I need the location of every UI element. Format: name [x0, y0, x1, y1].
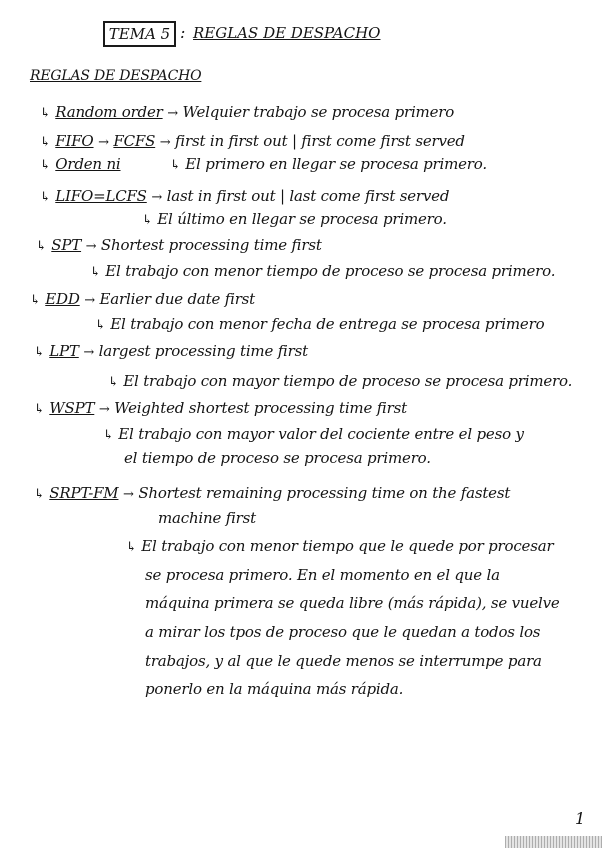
- rule-abbr: LIFO=LCFS: [55, 187, 147, 205]
- rule-definition: largest processing time first: [98, 342, 308, 360]
- rule-abbr: Orden ni: [55, 155, 121, 173]
- right-arrow-icon: →: [167, 106, 178, 121]
- arrow-icon: ↳: [30, 293, 41, 308]
- rule-lpt-desc: [108, 372, 572, 392]
- rule-abbr: Random order: [55, 103, 163, 121]
- rule-description: El último en llegar se procesa primero.: [157, 210, 447, 228]
- rule-orden-desc: [170, 155, 487, 175]
- rule-srpt-fm-def-cont: machine first: [158, 509, 256, 527]
- section-heading: REGLAS DE DESPACHO: [30, 68, 202, 84]
- rule-srpt-fm-desc-line: ponerlo en la máquina más rápida.: [145, 680, 404, 698]
- rule-srpt-fm-desc-line: trabajos, y al que le quede menos se interrumpe para: [145, 652, 542, 670]
- rule-definition: first in first out | first come first served: [175, 132, 465, 150]
- rule-srpt-fm-desc: [126, 537, 553, 557]
- arrow-icon: ↳: [34, 402, 45, 417]
- arrow-icon: ↳: [36, 239, 47, 254]
- scan-edge-artifact: [505, 836, 602, 848]
- rule-abbr: SRPT-FM: [49, 484, 119, 502]
- rule-spt: [36, 236, 322, 256]
- arrow-icon: ↳: [95, 318, 106, 333]
- rule-definition: Earlier due date first: [99, 290, 255, 308]
- title-separator: :: [180, 23, 186, 42]
- arrow-icon: ↳: [170, 158, 181, 173]
- arrow-icon: ↳: [40, 158, 51, 173]
- rule-wspt-desc-cont: el tiempo de proceso se procesa primero.: [124, 449, 431, 467]
- arrow-icon: ↳: [40, 106, 51, 121]
- arrow-icon: ↳: [126, 540, 137, 555]
- topic-number: TEMA 5: [108, 25, 171, 43]
- right-arrow-icon: →: [83, 345, 95, 360]
- right-arrow-icon: →: [98, 402, 110, 417]
- rule-srpt-fm-desc-line: a mirar los tpos de proceso que le quedan a todos los: [145, 623, 541, 641]
- right-arrow-icon: →: [98, 135, 109, 150]
- rule-abbr: FIFO: [55, 132, 94, 150]
- arrow-icon: ↳: [108, 375, 119, 390]
- rule-orden: [40, 155, 121, 175]
- rule-srpt-fm: [34, 484, 510, 504]
- arrow-icon: ↳: [40, 135, 51, 150]
- rule-description: El trabajo con mayor valor del cociente entre el peso y: [118, 425, 524, 443]
- rule-description: El trabajo con mayor tiempo de proceso se procesa primero.: [123, 372, 573, 390]
- arrow-icon: ↳: [142, 213, 153, 228]
- arrow-icon: ↳: [40, 190, 51, 205]
- rule-description: El trabajo con menor tiempo de proceso se procesa primero.: [105, 262, 556, 280]
- right-arrow-icon: →: [159, 135, 171, 150]
- arrow-icon: ↳: [103, 428, 114, 443]
- arrow-icon: ↳: [34, 345, 45, 360]
- page-title: REGLAS DE DESPACHO: [193, 24, 381, 42]
- rule-description: El trabajo con menor fecha de entrega se procesa primero: [110, 315, 545, 333]
- rule-srpt-fm-desc-line: máquina primera se queda libre (más rápida), se vuelve: [145, 594, 560, 612]
- rule-edd: [30, 290, 255, 310]
- rule-abbr: LPT: [49, 342, 79, 360]
- rule-spt-desc: [90, 262, 555, 282]
- rule-abbr: WSPT: [49, 399, 95, 417]
- rule-wspt: [34, 399, 407, 419]
- rule-lifo: [40, 187, 449, 207]
- right-arrow-icon: →: [151, 190, 163, 205]
- arrow-icon: ↳: [34, 487, 45, 502]
- rule-definition: Shortest processing time first: [100, 236, 322, 254]
- rule-lpt: [34, 342, 308, 362]
- page-number: 1: [575, 809, 586, 828]
- rule-lifo-desc: [142, 210, 447, 230]
- right-arrow-icon: →: [84, 293, 95, 308]
- arrow-icon: ↳: [90, 265, 101, 280]
- rule-description: El primero en llegar se procesa primero.: [185, 155, 487, 173]
- rule-fifo: [40, 132, 465, 152]
- rule-wspt-desc: [103, 425, 524, 445]
- rule-definition: Shortest remaining processing time on the fastest: [138, 484, 511, 502]
- rule-definition: Weighted shortest processing time first: [114, 399, 407, 417]
- rule-definition: Welquier trabajo se procesa primero: [182, 103, 455, 121]
- right-arrow-icon: →: [85, 239, 97, 254]
- rule-edd-desc: [95, 315, 544, 335]
- rule-abbr: SPT: [51, 236, 82, 254]
- rule-abbr-alt: FCFS: [113, 132, 156, 150]
- rule-abbr: EDD: [45, 290, 80, 308]
- right-arrow-icon: →: [123, 487, 134, 502]
- rule-definition: last in first out | last come first served: [166, 187, 450, 205]
- rule-description: El trabajo con menor tiempo que le quede por procesar: [141, 537, 554, 555]
- rule-srpt-fm-desc-line: se procesa primero. En el momento en el que la: [145, 566, 500, 584]
- rule-random-order: [40, 103, 454, 123]
- topic-number-box: [103, 21, 176, 47]
